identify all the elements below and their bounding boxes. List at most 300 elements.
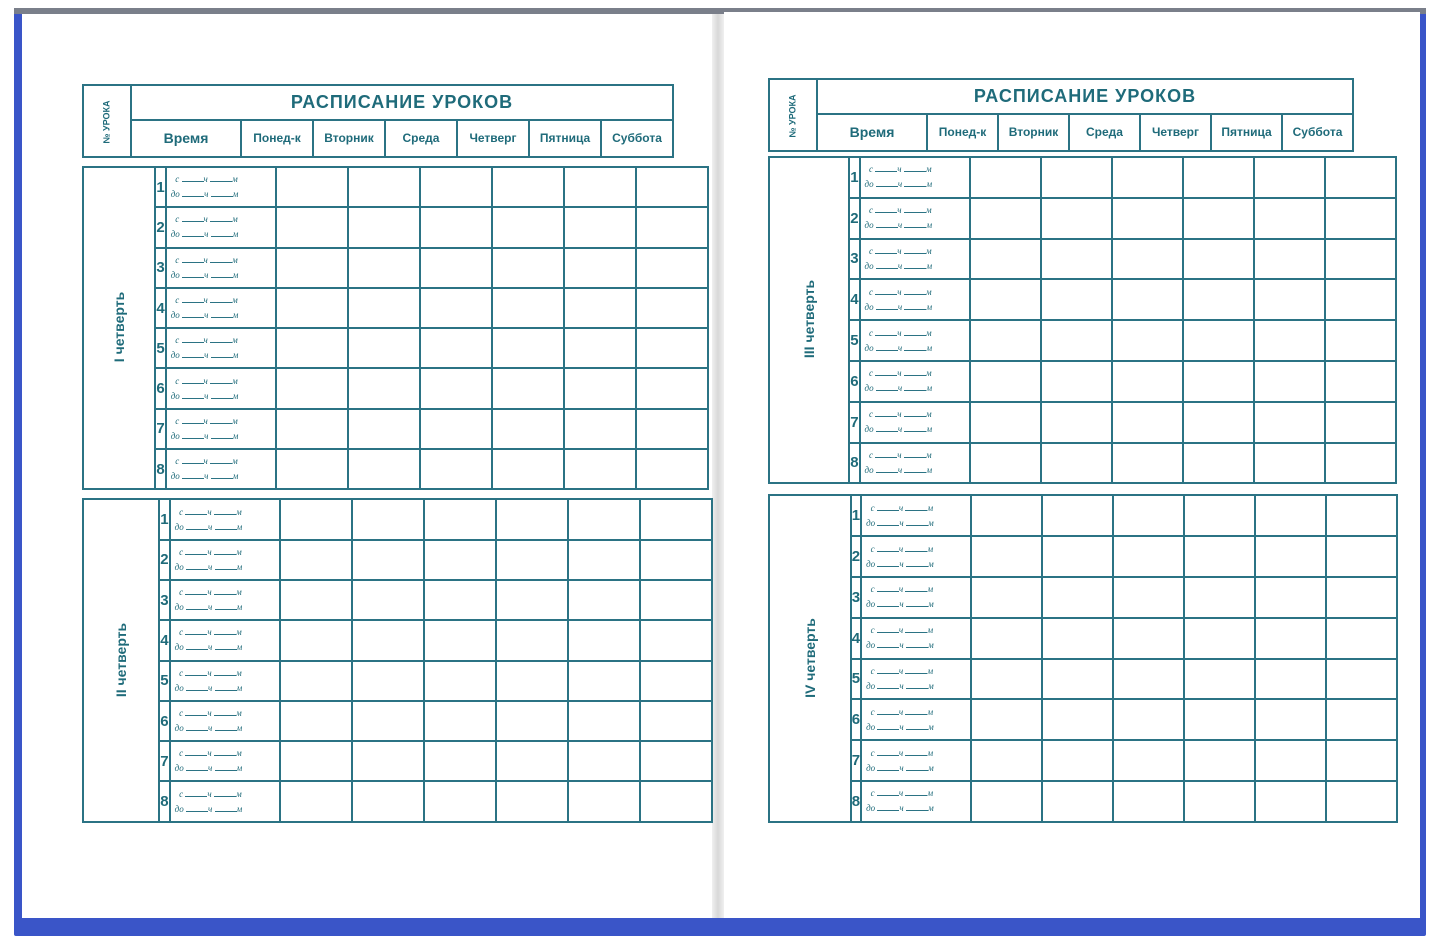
lesson-cell[interactable] <box>1255 781 1326 822</box>
lesson-cell[interactable] <box>640 540 712 580</box>
to-label: до <box>864 424 874 435</box>
column-header-2: Вторник <box>313 120 385 157</box>
minutes-label: м <box>927 558 934 569</box>
lesson-cell[interactable] <box>424 540 496 580</box>
time-field[interactable] <box>170 580 280 620</box>
minutes-label: м <box>927 665 934 676</box>
lesson-cell[interactable] <box>564 207 636 247</box>
lesson-cell[interactable] <box>276 288 348 328</box>
lesson-cell[interactable] <box>1042 699 1113 740</box>
lesson-cell[interactable] <box>1255 699 1326 740</box>
lesson-cell[interactable] <box>1325 361 1396 402</box>
lesson-cell[interactable] <box>568 701 640 741</box>
lesson-cell[interactable] <box>1112 239 1183 280</box>
lesson-cell[interactable] <box>971 618 1042 659</box>
lesson-cell[interactable] <box>424 741 496 781</box>
lesson-cell[interactable] <box>1112 443 1183 484</box>
lesson-cell[interactable] <box>971 740 1042 781</box>
time-field[interactable] <box>860 279 970 320</box>
time-field[interactable] <box>861 577 971 618</box>
lesson-cell[interactable] <box>640 781 712 821</box>
lesson-cell[interactable] <box>280 540 352 580</box>
lesson-number: 2 <box>155 207 165 247</box>
lesson-cell[interactable] <box>276 449 348 489</box>
lesson-cell[interactable] <box>1113 495 1184 536</box>
lesson-cell[interactable] <box>1325 239 1396 280</box>
lesson-number: 3 <box>851 577 861 618</box>
lesson-cell[interactable] <box>1112 198 1183 239</box>
lesson-cell[interactable] <box>1112 402 1183 443</box>
lesson-cell[interactable] <box>970 157 1041 198</box>
quarter-label-text: III четверть <box>801 280 818 359</box>
lesson-cell[interactable] <box>636 449 708 489</box>
time-field[interactable] <box>170 741 280 781</box>
hours-label: ч <box>204 269 209 280</box>
to-label: до <box>170 390 180 401</box>
lesson-cell[interactable] <box>348 449 420 489</box>
table-row <box>769 618 1397 659</box>
time-field[interactable] <box>860 239 970 280</box>
lesson-cell[interactable] <box>1255 495 1326 536</box>
lesson-cell[interactable] <box>1041 443 1112 484</box>
lesson-cell[interactable] <box>420 207 492 247</box>
minutes-label: м <box>927 803 934 814</box>
lesson-cell[interactable] <box>1042 781 1113 822</box>
lesson-cell[interactable] <box>496 781 568 821</box>
minutes-label: м <box>232 375 238 386</box>
lesson-cell[interactable] <box>970 279 1041 320</box>
hours-label: ч <box>897 205 902 216</box>
time-field[interactable] <box>860 361 970 402</box>
quarter-label-text: IV четверть <box>801 617 818 698</box>
quarter-label-text: I четверть <box>111 291 128 363</box>
lesson-cell[interactable] <box>1325 157 1396 198</box>
lesson-cell[interactable] <box>971 577 1042 618</box>
to-label: до <box>864 179 874 190</box>
lesson-cell[interactable] <box>1184 618 1255 659</box>
lesson-cell[interactable] <box>636 328 708 368</box>
lesson-number: 3 <box>155 248 165 288</box>
table-row <box>769 361 1396 402</box>
minutes-label: м <box>927 721 934 732</box>
lesson-cell[interactable] <box>496 741 568 781</box>
lesson-cell[interactable] <box>970 239 1041 280</box>
lesson-cell[interactable] <box>492 288 564 328</box>
time-field[interactable] <box>860 443 970 484</box>
schedule-header <box>768 78 1354 152</box>
minutes-label: м <box>927 625 934 636</box>
lesson-cell[interactable] <box>1184 659 1255 700</box>
time-field[interactable] <box>860 402 970 443</box>
lesson-cell[interactable] <box>1113 781 1184 822</box>
time-field[interactable] <box>166 288 276 328</box>
hours-label: ч <box>207 682 213 693</box>
lesson-number: 6 <box>851 699 861 740</box>
lesson-cell[interactable] <box>971 781 1042 822</box>
lesson-cell[interactable] <box>1113 536 1184 577</box>
time-field[interactable] <box>861 740 971 781</box>
lesson-cell[interactable] <box>1325 402 1396 443</box>
minutes-label: м <box>232 229 239 240</box>
column-header-4: Четверг <box>1140 114 1211 151</box>
hours-label: ч <box>207 521 213 532</box>
lesson-cell[interactable] <box>492 409 564 449</box>
lesson-cell[interactable] <box>352 580 424 620</box>
lesson-cell[interactable] <box>352 781 424 821</box>
lesson-cell[interactable] <box>1254 198 1325 239</box>
lesson-cell[interactable] <box>568 580 640 620</box>
lesson-cell[interactable] <box>568 540 640 580</box>
lesson-cell[interactable] <box>348 409 420 449</box>
lesson-cell[interactable] <box>276 207 348 247</box>
time-field[interactable] <box>166 248 276 288</box>
minutes-label: м <box>926 179 933 190</box>
lesson-cell[interactable] <box>1255 740 1326 781</box>
lesson-cell[interactable] <box>564 449 636 489</box>
time-field[interactable] <box>166 328 276 368</box>
lesson-cell[interactable] <box>280 701 352 741</box>
from-label: с <box>179 587 184 598</box>
lesson-cell[interactable] <box>1041 157 1112 198</box>
time-field[interactable] <box>166 167 276 207</box>
table-row <box>83 288 708 328</box>
lesson-cell[interactable] <box>1183 320 1254 361</box>
lesson-cell[interactable] <box>352 620 424 660</box>
lesson-cell[interactable] <box>352 499 424 539</box>
lesson-cell[interactable] <box>420 167 492 207</box>
lesson-cell[interactable] <box>348 167 420 207</box>
lesson-cell[interactable] <box>352 741 424 781</box>
lesson-cell[interactable] <box>1254 239 1325 280</box>
lesson-cell[interactable] <box>1113 659 1184 700</box>
lesson-number: 2 <box>849 198 859 239</box>
lesson-cell[interactable] <box>348 207 420 247</box>
time-field[interactable] <box>861 495 971 536</box>
lesson-cell[interactable] <box>970 361 1041 402</box>
lesson-cell[interactable] <box>564 328 636 368</box>
lesson-cell[interactable] <box>971 659 1042 700</box>
lesson-cell[interactable] <box>1042 659 1113 700</box>
minutes-label: м <box>235 546 242 557</box>
lesson-cell[interactable] <box>971 495 1042 536</box>
time-field[interactable] <box>170 661 280 701</box>
lesson-cell[interactable] <box>424 499 496 539</box>
from-label: с <box>870 502 875 513</box>
minutes-label: м <box>235 667 242 678</box>
time-field[interactable] <box>861 618 971 659</box>
lesson-cell[interactable] <box>1254 157 1325 198</box>
lesson-cell[interactable] <box>564 409 636 449</box>
lesson-cell[interactable] <box>280 661 352 701</box>
time-field[interactable] <box>166 409 276 449</box>
lesson-cell[interactable] <box>1325 443 1396 484</box>
lesson-cell[interactable] <box>1325 279 1396 320</box>
lesson-cell[interactable] <box>1325 198 1396 239</box>
lesson-cell[interactable] <box>276 409 348 449</box>
lesson-cell[interactable] <box>348 328 420 368</box>
lesson-cell[interactable] <box>1042 740 1113 781</box>
from-label: с <box>870 584 875 595</box>
table-row <box>83 328 708 368</box>
lesson-cell[interactable] <box>636 288 708 328</box>
lesson-cell[interactable] <box>1112 320 1183 361</box>
lesson-cell[interactable] <box>970 320 1041 361</box>
from-label: с <box>175 415 180 426</box>
lesson-cell[interactable] <box>1042 618 1113 659</box>
lesson-cell[interactable] <box>1326 659 1397 700</box>
lesson-cell[interactable] <box>1326 577 1397 618</box>
hours-label: ч <box>207 546 212 557</box>
lesson-cell[interactable] <box>424 580 496 620</box>
lesson-cell[interactable] <box>1112 157 1183 198</box>
lesson-cell[interactable] <box>1041 239 1112 280</box>
lesson-cell[interactable] <box>1254 279 1325 320</box>
lesson-cell[interactable] <box>640 661 712 701</box>
lesson-cell[interactable] <box>1255 659 1326 700</box>
hours-label: ч <box>203 295 208 306</box>
lesson-cell[interactable] <box>640 580 712 620</box>
minutes-label: м <box>926 424 933 435</box>
lesson-cell[interactable] <box>971 699 1042 740</box>
lesson-cell[interactable] <box>1326 699 1397 740</box>
lesson-cell[interactable] <box>424 781 496 821</box>
lesson-cell[interactable] <box>1184 536 1255 577</box>
time-field[interactable] <box>170 781 280 821</box>
minutes-label: м <box>236 803 243 814</box>
lesson-cell[interactable] <box>640 701 712 741</box>
lesson-cell[interactable] <box>420 248 492 288</box>
lesson-cell[interactable] <box>1184 740 1255 781</box>
time-field[interactable] <box>860 198 970 239</box>
lesson-cell[interactable] <box>352 701 424 741</box>
lesson-cell[interactable] <box>352 661 424 701</box>
lesson-cell[interactable] <box>348 288 420 328</box>
table-row <box>769 443 1396 484</box>
hours-label: ч <box>897 220 903 231</box>
lesson-cell[interactable] <box>348 248 420 288</box>
lesson-cell[interactable] <box>1326 740 1397 781</box>
lesson-cell[interactable] <box>276 167 348 207</box>
lesson-cell[interactable] <box>1254 443 1325 484</box>
lesson-cell[interactable] <box>420 368 492 408</box>
lesson-cell[interactable] <box>640 620 712 660</box>
minutes-label: м <box>236 642 243 653</box>
lesson-cell[interactable] <box>1112 361 1183 402</box>
from-label: с <box>869 286 874 297</box>
lesson-number: 3 <box>159 580 169 620</box>
minutes-label: м <box>232 295 238 306</box>
minutes-label: м <box>926 301 933 312</box>
lesson-cell[interactable] <box>424 661 496 701</box>
lesson-cell[interactable] <box>492 207 564 247</box>
lesson-cell[interactable] <box>564 167 636 207</box>
lesson-cell[interactable] <box>568 661 640 701</box>
lesson-cell[interactable] <box>564 288 636 328</box>
lesson-cell[interactable] <box>496 580 568 620</box>
lesson-cell[interactable] <box>1326 495 1397 536</box>
lesson-cell[interactable] <box>970 198 1041 239</box>
lesson-cell[interactable] <box>496 620 568 660</box>
minutes-label: м <box>927 762 934 773</box>
lesson-cell[interactable] <box>348 368 420 408</box>
lesson-cell[interactable] <box>636 368 708 408</box>
time-field[interactable] <box>170 620 280 660</box>
lesson-cell[interactable] <box>1255 618 1326 659</box>
lesson-cell[interactable] <box>1326 618 1397 659</box>
time-field[interactable] <box>861 699 971 740</box>
column-header-0: Время <box>131 120 241 157</box>
lesson-cell[interactable] <box>1113 740 1184 781</box>
lesson-cell[interactable] <box>1183 279 1254 320</box>
lesson-cell[interactable] <box>636 409 708 449</box>
lesson-number-header <box>769 79 817 151</box>
lesson-cell[interactable] <box>496 701 568 741</box>
from-label: с <box>175 254 180 265</box>
lesson-cell[interactable] <box>492 368 564 408</box>
hours-label: ч <box>899 762 904 773</box>
lesson-cell[interactable] <box>496 661 568 701</box>
schedule-header <box>82 84 674 158</box>
lesson-cell[interactable] <box>640 741 712 781</box>
minutes-label: м <box>927 517 934 528</box>
lesson-cell[interactable] <box>424 701 496 741</box>
lesson-cell[interactable] <box>276 248 348 288</box>
lesson-cell[interactable] <box>492 328 564 368</box>
lesson-cell[interactable] <box>276 368 348 408</box>
to-label: до <box>866 762 876 773</box>
lesson-cell[interactable] <box>280 781 352 821</box>
lesson-cell[interactable] <box>636 207 708 247</box>
table-row <box>769 320 1396 361</box>
table-row <box>83 449 708 489</box>
lesson-cell[interactable] <box>420 328 492 368</box>
lesson-cell[interactable] <box>420 449 492 489</box>
lesson-cell[interactable] <box>1184 495 1255 536</box>
from-label: с <box>869 327 874 338</box>
time-field[interactable] <box>861 659 971 700</box>
lesson-cell[interactable] <box>1113 699 1184 740</box>
lesson-cell[interactable] <box>424 620 496 660</box>
time-field[interactable] <box>170 499 280 539</box>
lesson-cell[interactable] <box>280 620 352 660</box>
time-field[interactable] <box>170 701 280 741</box>
time-field[interactable] <box>170 540 280 580</box>
lesson-cell[interactable] <box>492 167 564 207</box>
lesson-cell[interactable] <box>1041 361 1112 402</box>
lesson-cell[interactable] <box>564 368 636 408</box>
column-header-0: Время <box>817 114 927 151</box>
lesson-cell[interactable] <box>1184 577 1255 618</box>
to-label: до <box>864 220 874 231</box>
lesson-cell[interactable] <box>1326 781 1397 822</box>
lesson-cell[interactable] <box>496 540 568 580</box>
lesson-cell[interactable] <box>1042 577 1113 618</box>
lesson-cell[interactable] <box>970 402 1041 443</box>
lesson-cell[interactable] <box>1041 402 1112 443</box>
hours-label: ч <box>897 449 902 460</box>
table-row <box>769 239 1396 280</box>
lesson-number: 2 <box>851 536 861 577</box>
lesson-cell[interactable] <box>1325 320 1396 361</box>
lesson-cell[interactable] <box>568 741 640 781</box>
column-header-6: Суббота <box>601 120 673 157</box>
lesson-cell[interactable] <box>492 449 564 489</box>
time-field[interactable] <box>166 207 276 247</box>
lesson-cell[interactable] <box>1112 279 1183 320</box>
lesson-cell[interactable] <box>1041 279 1112 320</box>
minutes-label: м <box>232 430 239 441</box>
lesson-cell[interactable] <box>1183 443 1254 484</box>
lesson-cell[interactable] <box>568 620 640 660</box>
lesson-cell[interactable] <box>492 248 564 288</box>
lesson-cell[interactable] <box>1326 536 1397 577</box>
lesson-cell[interactable] <box>568 499 640 539</box>
hours-label: ч <box>897 342 903 353</box>
minutes-label: м <box>925 286 932 297</box>
lesson-cell[interactable] <box>420 409 492 449</box>
table-row <box>769 402 1396 443</box>
lesson-cell[interactable] <box>1041 198 1112 239</box>
table-row <box>83 620 712 660</box>
lesson-cell[interactable] <box>1183 402 1254 443</box>
lesson-cell[interactable] <box>1255 577 1326 618</box>
lesson-cell[interactable] <box>1255 536 1326 577</box>
lesson-cell[interactable] <box>1183 198 1254 239</box>
from-label: с <box>869 205 874 216</box>
lesson-cell[interactable] <box>1254 402 1325 443</box>
time-field[interactable] <box>861 536 971 577</box>
lesson-cell[interactable] <box>280 499 352 539</box>
lesson-cell[interactable] <box>1042 495 1113 536</box>
lesson-cell[interactable] <box>1042 536 1113 577</box>
minutes-label: м <box>927 543 934 554</box>
time-field[interactable] <box>166 368 276 408</box>
lesson-cell[interactable] <box>1184 781 1255 822</box>
lesson-cell[interactable] <box>564 248 636 288</box>
hours-label: ч <box>898 788 904 799</box>
time-field[interactable] <box>166 449 276 489</box>
lesson-cell[interactable] <box>568 781 640 821</box>
time-field[interactable] <box>861 781 971 822</box>
lesson-cell[interactable] <box>636 167 708 207</box>
hours-label: ч <box>203 375 208 386</box>
time-field[interactable] <box>860 320 970 361</box>
lesson-cell[interactable] <box>280 580 352 620</box>
lesson-cell[interactable] <box>1254 320 1325 361</box>
lesson-cell[interactable] <box>1254 361 1325 402</box>
lesson-cell[interactable] <box>1184 699 1255 740</box>
lesson-cell[interactable] <box>970 443 1041 484</box>
time-field[interactable] <box>860 157 970 198</box>
lesson-cell[interactable] <box>1183 157 1254 198</box>
table-row <box>83 781 712 821</box>
lesson-cell[interactable] <box>280 741 352 781</box>
quarter-label <box>83 499 159 821</box>
lesson-cell[interactable] <box>1183 361 1254 402</box>
lesson-cell[interactable] <box>276 328 348 368</box>
lesson-number: 8 <box>155 449 165 489</box>
lesson-cell[interactable] <box>1113 577 1184 618</box>
lesson-cell[interactable] <box>640 499 712 539</box>
lesson-cell[interactable] <box>420 288 492 328</box>
lesson-cell[interactable] <box>636 248 708 288</box>
lesson-cell[interactable] <box>352 540 424 580</box>
lesson-cell[interactable] <box>496 499 568 539</box>
lesson-cell[interactable] <box>971 536 1042 577</box>
lesson-cell[interactable] <box>1041 320 1112 361</box>
lesson-cell[interactable] <box>1113 618 1184 659</box>
lesson-cell[interactable] <box>1183 239 1254 280</box>
